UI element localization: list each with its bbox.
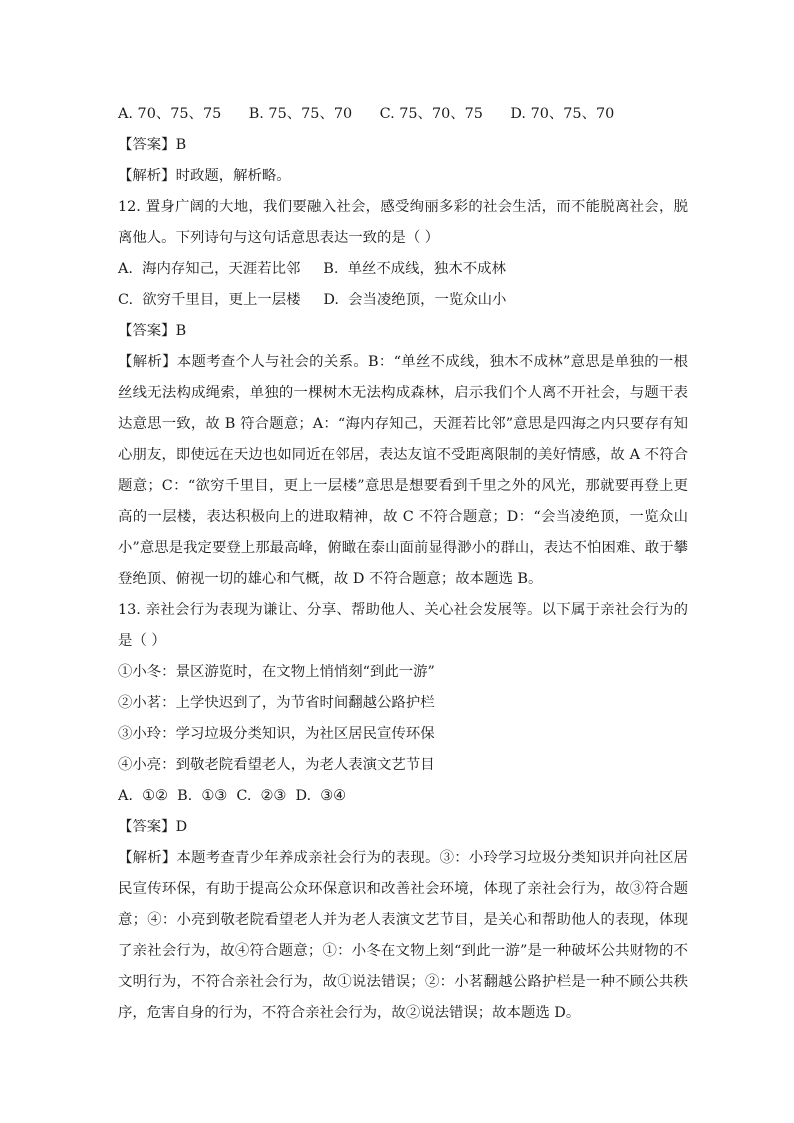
q13-item-2: ②小茗：上学快迟到了，为节省时间翻越公路护栏 [118, 695, 435, 711]
q12-options-ab: A. 海内存知己，天涯若比邻 B. 单丝不成线，独木不成林 [118, 261, 506, 277]
q13-answer: 【答案】D [118, 819, 188, 835]
q13-stem: 13. 亲社会行为表现为谦让、分享、帮助他人、关心社会发展等。以下属于亲社会行为的是（ ） [118, 602, 688, 649]
q11-options: A. 70、75、75 B. 75、75、70 C. 75、70、75 D. 70、75、70 [118, 106, 615, 122]
q13-options: A. ①② B. ①③ C. ②③ D. ③④ [118, 788, 347, 804]
q12-options-cd: C. 欲穷千里目，更上一层楼 D. 会当凌绝顶，一览众山小 [118, 292, 507, 308]
q12-answer: 【答案】B [118, 323, 187, 339]
q11-analysis: 【解析】时政题，解析略。 [118, 168, 291, 184]
q12-analysis: 【解析】本题考查个人与社会的关系。B：“单丝不成线，独木不成林”意思是单独的一根丝线无法构成绳索，单独的一棵树木无法构成森林，启示我们个人离不开社会，与题干表达意思一致，故 B 符合题意；A：“海内存知己，天涯若比邻”意思是四海之内只要存有知心朋友，即使远在天边也如同近在邻居，表达友谊不受距离限制的美好情感，故 A 不符合题意；C：“欲穷千里目，更上一层楼”意思是想要看到千里之外的风光，那就要再登上更高的一层楼，表达积极向上的进取精神，故 C 不符合题意；D：“会当凌绝顶，一览众山小”意思是我定要登上那最高峰，俯瞰在泰山面前显得渺小的群山，表达不怕困难、敢于攀登绝顶、俯视一切的雄心和气概，故 D 不符合题意；故本题选 B。 [118, 354, 688, 587]
q12-stem: 12. 置身广阔的大地，我们要融入社会，感受绚丽多彩的社会生活，而不能脱离社会，脱离他人。下列诗句与这句话意思表达一致的是（ ） [118, 199, 688, 246]
q11-answer: 【答案】B [118, 137, 187, 153]
q13-item-3: ③小玲：学习垃圾分类知识，为社区居民宣传环保 [118, 726, 435, 742]
q13-item-4: ④小亮：到敬老院看望老人，为老人表演文艺节目 [118, 757, 435, 773]
q13-analysis: 【解析】本题考查青少年养成亲社会行为的表现。③：小玲学习垃圾分类知识并向社区居民宣传环保，有助于提高公众环保意识和改善社会环境，体现了亲社会行为，故③符合题意；④：小亮到敬老院看望老人并为老人表演文艺节目，是关心和帮助他人的表现，体现了亲社会行为，故④符合题意；①：小冬在文物上刻“到此一游”是一种破坏公共财物的不文明行为，不符合亲社会行为，故①说法错误；②：小茗翻越公路护栏是一种不顾公共秩序，危害自身的行为，不符合亲社会行为，故②说法错误；故本题选 D。 [118, 850, 688, 1021]
q13-item-1: ①小冬：景区游览时，在文物上悄悄刻“到此一游” [118, 664, 435, 680]
page-content [118, 99, 688, 1029]
